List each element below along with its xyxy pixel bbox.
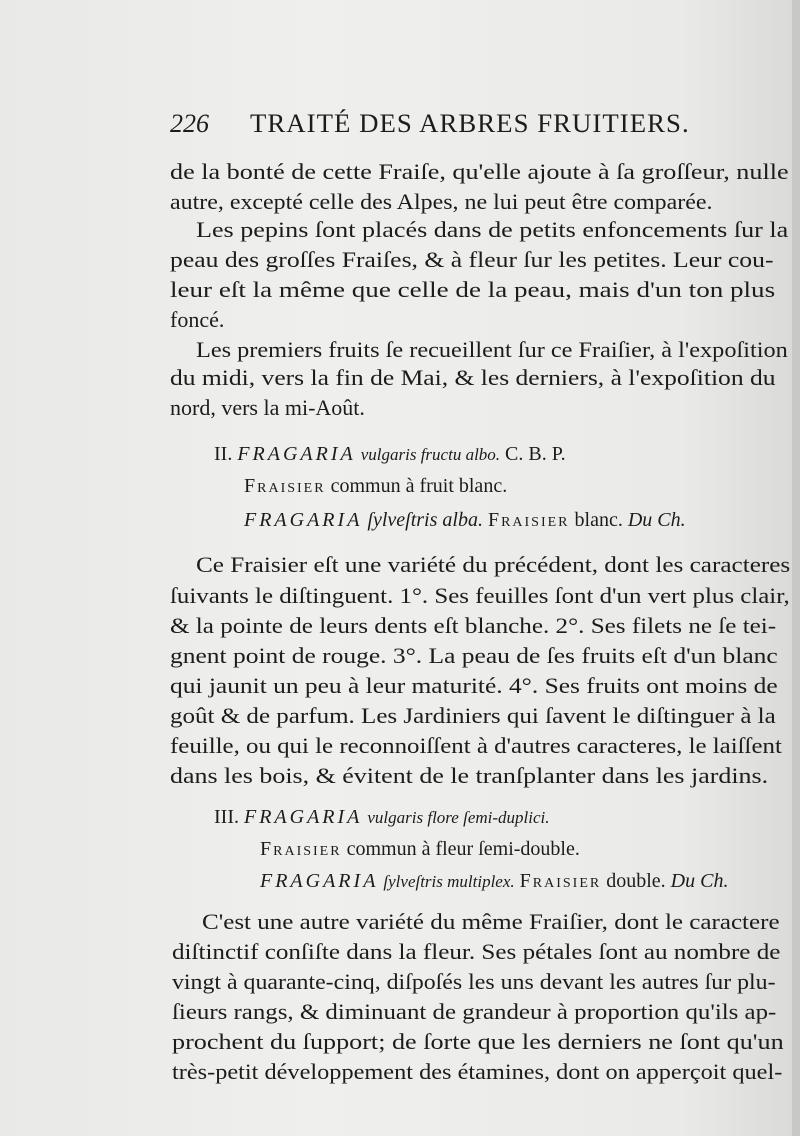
text-line: très-petit développement des étamines, dont on apperçoit quel- [172, 1059, 783, 1084]
text-line: autre, excepté celle des Alpes, ne lui peut être comparée. [170, 189, 713, 214]
entry-numeral: II. [214, 443, 233, 465]
common-name: Fraisier [244, 475, 326, 497]
synonym-descriptor: ſylveſtris multiplex. [383, 872, 515, 891]
text-line: Ce Fraisier eſt une variété du précédent, dont les caracteres [196, 552, 791, 577]
text-line: vingt à quarante-cinq, diſpoſés les uns devant les autres ſur plu- [172, 969, 776, 994]
text-line: foncé. [170, 307, 225, 332]
entry-descriptor: vulgaris fructu albo. [360, 445, 501, 464]
text-line: C'est une autre variété du même Fraiſier, dont le caractere [202, 909, 780, 934]
text-line: peau des groſſes Fraiſes, & à fleur ſur les petites. Leur cou- [170, 247, 774, 272]
synonym-genus: FRAGARIA [244, 509, 363, 531]
entry-numeral: III. [214, 806, 239, 828]
entry-reference: C. B. P. [505, 443, 566, 465]
text-line: prochent du ſupport; de ſorte que les derniers ne ſont qu'un [172, 1029, 784, 1054]
text-line: leur eſt la même que celle de la peau, mais d'un ton plus [170, 277, 776, 302]
text-line: du midi, vers la fin de Mai, & les derniers, à l'expoſition du [170, 365, 776, 390]
synonym-author: Du Ch. [670, 870, 729, 892]
synonym-name: Fraisier [487, 509, 570, 531]
synonym-author: Du Ch. [627, 509, 686, 531]
text-line: & la pointe de leurs dents eſt blanche. 2°. Ses filets ne ſe tei- [170, 613, 777, 638]
entry-genus: FRAGARIA [237, 443, 356, 465]
page-edge-shadow [792, 0, 800, 1136]
synonym-genus: FRAGARIA [260, 870, 379, 892]
synonym-rest: double. [606, 870, 666, 892]
text-line: Les premiers fruits ſe recueillent ſur ce Fraiſier, à l'expoſition [196, 337, 788, 362]
text-line: ſuivants le diſtinguent. 1°. Ses feuilles ſont d'un vert plus clair, [170, 583, 790, 608]
common-name-rest: commun à fruit blanc. [330, 475, 508, 497]
species-synonym [260, 861, 728, 901]
text-line: diſtinctif conſiſte dans la fleur. Ses pétales ſont au nombre de [172, 939, 781, 964]
text-line: gnent point de rouge. 3°. La peau de ſes fruits eſt d'un blanc [170, 643, 778, 668]
entry-genus: FRAGARIA [243, 806, 363, 828]
synonym-descriptor: ſylveſtris alba. [367, 509, 483, 531]
common-name-rest: commun à fleur ſemi-double. [346, 838, 580, 860]
text-line: goût & de parfum. Les Jardiniers qui ſavent le diſtinguer à la [170, 703, 776, 728]
text-line: qui jaunit un peu à leur maturité. 4°. Ses fruits ont moins de [170, 673, 778, 698]
text-line: feuille, ou qui le reconnoiſſent à d'autres caracteres, le laiſſent [170, 733, 782, 758]
text-line: Les pepins ſont placés dans de petits enfoncements ſur la [196, 217, 789, 242]
species-synonym [244, 500, 686, 540]
text-line: ſieurs rangs, & diminuant de grandeur à proportion qu'ils ap- [172, 999, 777, 1024]
synonym-rest: blanc. [574, 509, 623, 531]
text-line: de la bonté de cette Fraiſe, qu'elle ajoute à ſa groſſeur, nulle [170, 159, 789, 184]
running-title: TRAITÉ DES ARBRES FRUITIERS. [250, 109, 690, 138]
common-name: Fraisier [260, 838, 342, 860]
synonym-name: Fraisier [519, 870, 602, 892]
entry-descriptor: vulgaris flore ſemi-duplici. [367, 808, 550, 827]
text-line: nord, vers la mi-Août. [170, 395, 365, 420]
page-number: 226 [170, 109, 209, 138]
text-line: dans les bois, & évitent de le tranſplanter dans les jardins. [170, 763, 769, 788]
